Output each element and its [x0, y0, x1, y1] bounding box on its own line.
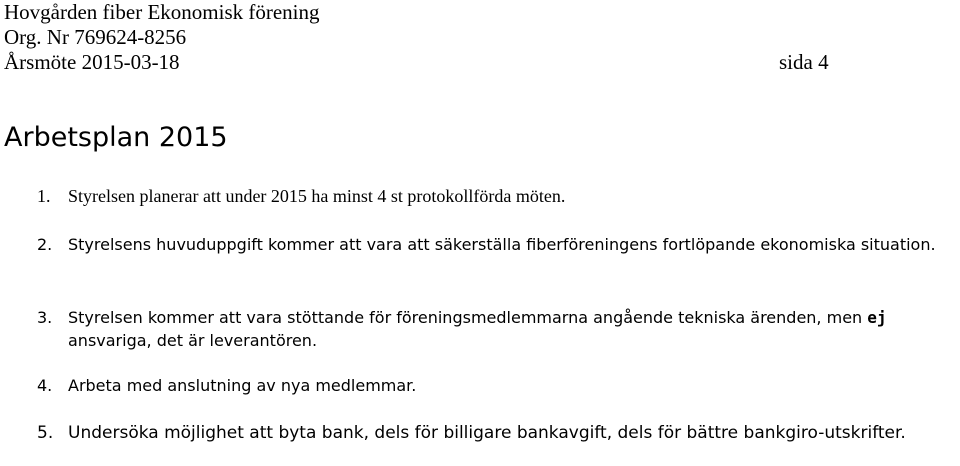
emphasized-word: ej — [867, 308, 887, 327]
list-item — [37, 422, 917, 445]
list-item-number: 1. — [37, 186, 51, 206]
list-item-number: 2. — [37, 235, 53, 254]
list-item-text-part: Styrelsen kommer att vara stöttande för föreningsmedlemmarna angående tekniska ärenden, men — [68, 308, 868, 327]
organization-name: Hovgården fiber Ekonomisk förening — [4, 0, 320, 24]
list-item — [37, 233, 957, 256]
page-number: sida 4 — [779, 50, 829, 74]
list-item-number: 5. — [37, 423, 54, 443]
list-item-number: 3. — [37, 308, 53, 327]
list-item — [37, 185, 957, 208]
list-item — [37, 374, 957, 397]
list-item-text — [68, 306, 957, 352]
list-item-number: 4. — [37, 376, 53, 395]
meeting-date: Årsmöte 2015-03-18 — [4, 50, 180, 74]
list-item-text-part: ansvariga, det är leverantören. — [68, 331, 318, 350]
document-header — [4, 0, 320, 75]
list-item-text: Arbeta med anslutning av nya medlemmar. — [68, 376, 417, 395]
organization-number: Org. Nr 769624-8256 — [4, 25, 187, 49]
list-item-text: Undersöka möjlighet att byta bank, dels för billigare bankavgift, dels för bättre bankgiro-utskrifter. — [68, 423, 906, 443]
list-item — [37, 306, 957, 352]
list-item-text: Styrelsens huvuduppgift kommer att vara att säkerställa fiberföreningens fortlöpande ekonomiska situation. — [68, 235, 936, 254]
list-item-text: Styrelsen planerar att under 2015 ha minst 4 st protokollförda möten. — [68, 186, 566, 206]
page-title: Arbetsplan 2015 — [4, 122, 228, 153]
